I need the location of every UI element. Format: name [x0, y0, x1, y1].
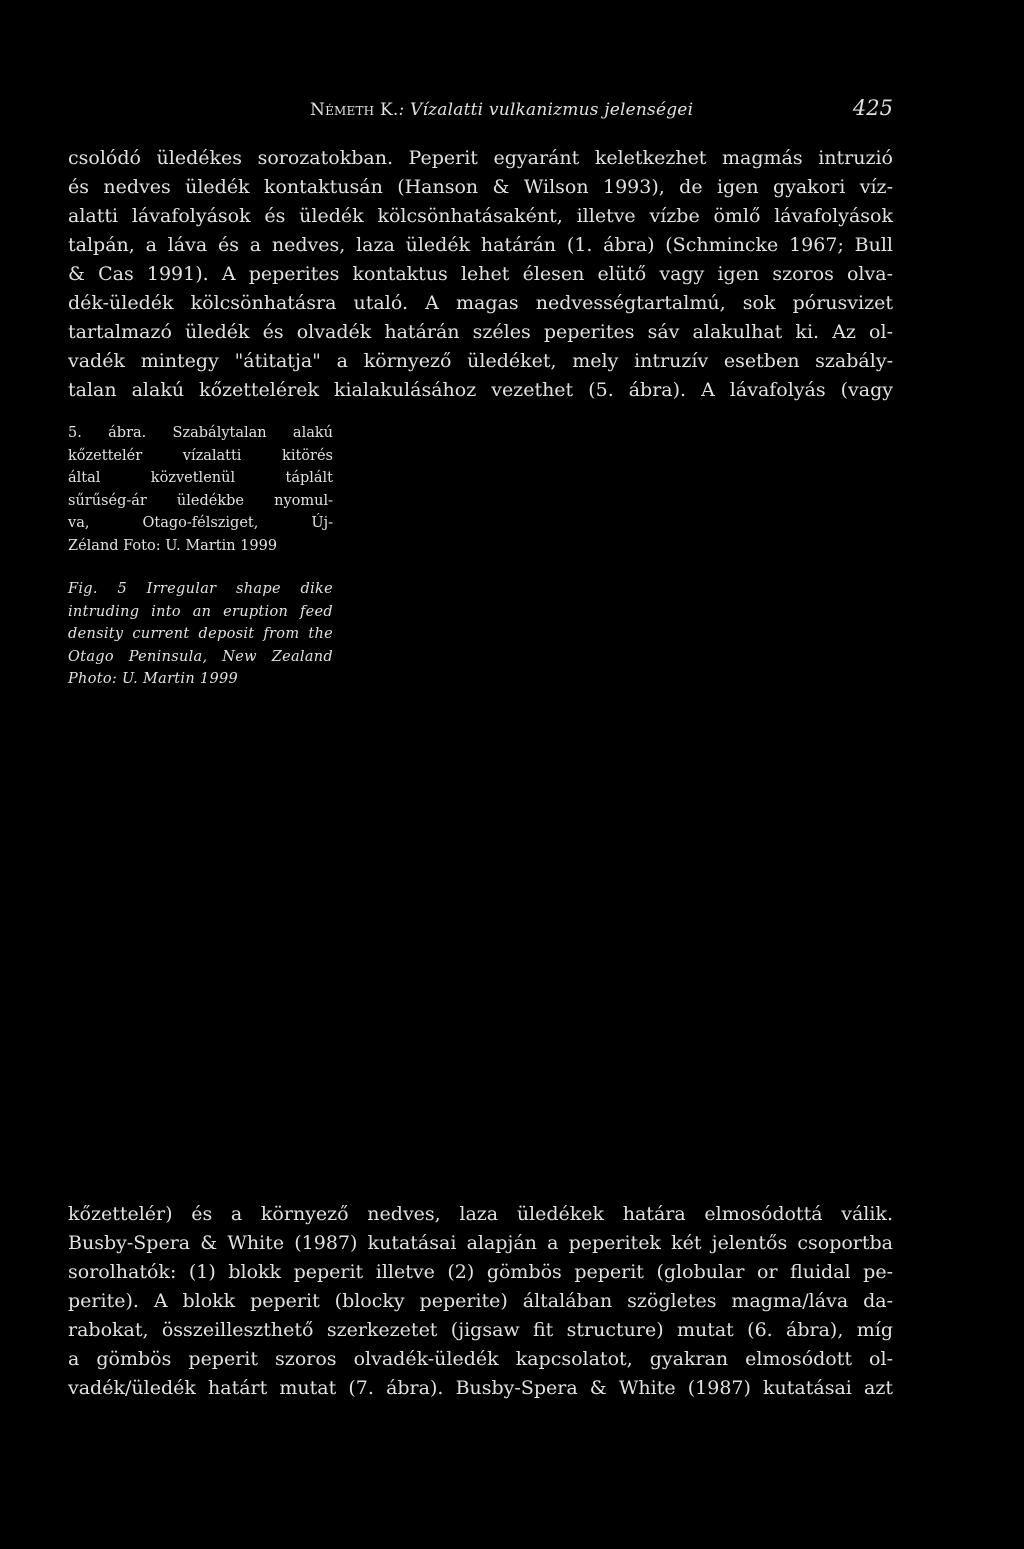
figure-caption-english — [68, 578, 333, 691]
caption-line: density current deposit from the — [68, 626, 333, 642]
caption-line: kőzettelér vízalatti kitörés — [68, 447, 333, 464]
caption-line: intruding into an eruption feed — [68, 603, 333, 620]
caption-line: 5. ábra. Szabálytalan alakú — [68, 425, 333, 441]
text-line: a gömbös peperit szoros olvadék-üledék kapcsolatot, gyakran elmosódott ol- — [68, 1348, 893, 1370]
text-line: dék-üledék kölcsönhatásra utaló. A magas nedvességtartalmú, sok pórusvizet — [68, 292, 893, 314]
text-line: alatti lávafolyások és üledék kölcsönhatásaként, illetve vízbe ömlő lávafolyások — [68, 205, 893, 227]
caption-line: Photo: U. Martin 1999 — [68, 671, 239, 687]
caption-line: Zéland Foto: U. Martin 1999 — [68, 537, 278, 554]
header-title: Vízalatti vulkanizmus jelenségei — [410, 100, 694, 120]
text-line: rabokat, összeilleszthető szerkezetet (jigsaw fit structure) mutat (6. ábra), míg — [68, 1319, 893, 1341]
text-line: vadék/üledék határt mutat (7. ábra). Busby-Spera & White (1987) kutatásai azt — [68, 1377, 893, 1399]
text-line: talan alakú kőzettelérek kialakulásához vezethet (5. ábra). A lávafolyás (vagy — [68, 379, 893, 401]
text-line: talpán, a láva és a nedves, laza üledék határán (1. ábra) (Schmincke 1967; Bull — [68, 234, 893, 256]
text-line: sorolhatók: (1) blokk peperit illetve (2) gömbös peperit (globular or fluidal pe- — [68, 1261, 893, 1283]
text-line: Busby-Spera & White (1987) kutatásai alapján a peperitek két jelentős csoportba — [68, 1232, 893, 1254]
running-header — [310, 96, 893, 128]
text-line: tartalmazó üledék és olvadék határán széles peperites sáv alakulhat ki. Az ol- — [68, 321, 893, 343]
figure-caption-hungarian — [68, 422, 333, 557]
caption-line: által közvetlenül táplált — [68, 470, 333, 486]
caption-line: sűrűség-ár üledékbe nyomul- — [68, 492, 333, 509]
caption-line: Fig. 5 Irregular shape dike — [68, 581, 333, 597]
text-line: vadék mintegy "átitatja" a környező üledéket, mely intruzív esetben szabály- — [68, 350, 893, 372]
body-paragraph-top — [68, 144, 893, 405]
text-line: csolódó üledékes sorozatokban. Peperit egyaránt keletkezhet magmás intruzió — [68, 147, 893, 169]
text-line: kőzettelér) és a környező nedves, laza üledékek határa elmosódottá válik. — [68, 1203, 893, 1225]
text-line: perite). A blokk peperit (blocky peperite) általában szögletes magma/láva da- — [68, 1290, 893, 1312]
figure-photo — [350, 420, 895, 1180]
page-number: 425 — [852, 96, 893, 120]
header-separator: : — [398, 100, 405, 120]
text-line: & Cas 1991). A peperites kontaktus lehet élesen elütő vagy igen szoros olva- — [68, 263, 893, 285]
caption-line: va, Otago-félsziget, Új- — [68, 515, 333, 531]
header-author: Németh K. — [310, 100, 399, 120]
body-paragraph-bottom — [68, 1200, 893, 1403]
caption-line: Otago Peninsula, New Zealand — [68, 648, 333, 665]
running-head — [310, 100, 693, 120]
text-line: és nedves üledék kontaktusán (Hanson & Wilson 1993), de igen gyakori víz- — [68, 176, 893, 198]
